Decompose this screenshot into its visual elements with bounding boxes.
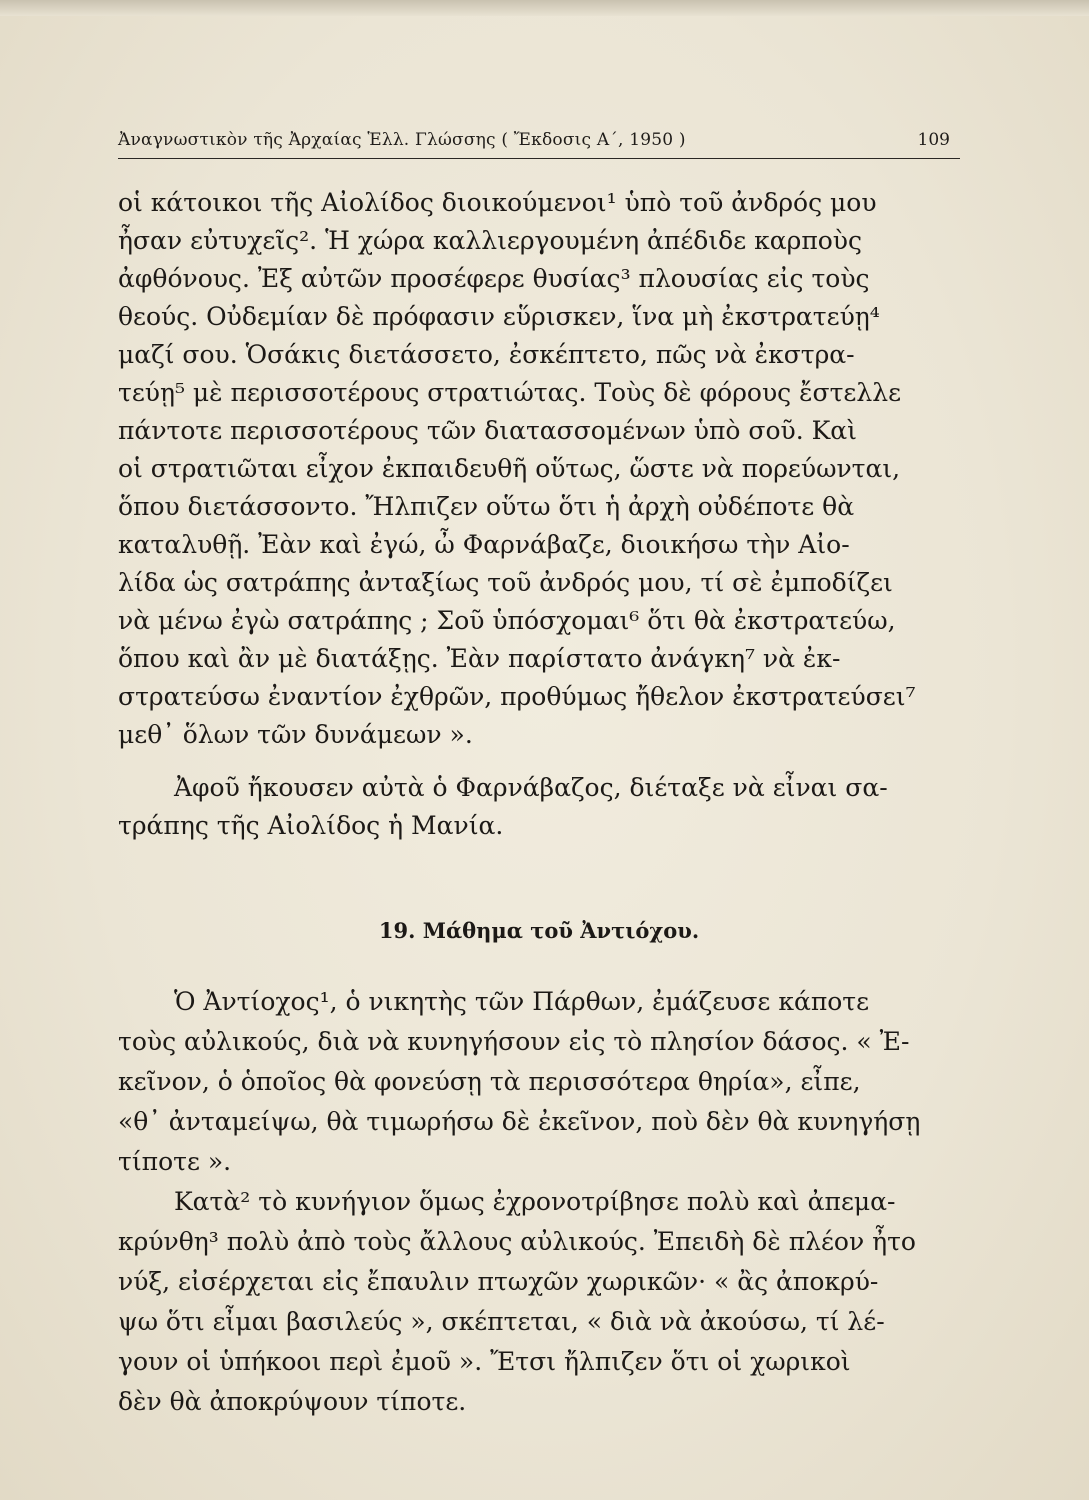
text-line: ὅπου καὶ ἂν μὲ διατάξῃς. Ἐὰν παρίστατο ἀνάγκη⁷ νὰ ἐκ-: [118, 644, 841, 673]
text-line: οἱ στρατιῶται εἶχον ἐκπαιδευθῆ οὕτως, ὥστε νὰ πορεύωνται,: [118, 454, 901, 483]
text-line: κρύνθη³ πολὺ ἀπὸ τοὺς ἄλλους αὐλικούς. Ἐπειδὴ δὲ πλέον ἦτο: [118, 1227, 916, 1256]
text-line: δὲν θὰ ἀποκρύψουν τίποτε.: [118, 1387, 467, 1416]
text-line: θεούς. Οὐδεμίαν δὲ πρόφασιν εὕρισκεν, ἵνα μὴ ἐκστρατεύῃ⁴: [118, 302, 880, 331]
lesson-heading: 19. Μάθημα τοῦ Ἀντιόχου.: [378, 918, 700, 943]
text-line: πάντοτε περισσοτέρους τῶν διατασσομένων ὑπὸ σοῦ. Καὶ: [118, 416, 857, 445]
page-top-edge: [0, 0, 1089, 16]
text-line: κεῖνον, ὁ ὁποῖος θὰ φονεύσῃ τὰ περισσότερα θηρία», εἶπε,: [118, 1067, 861, 1096]
text-line: Κατὰ² τὸ κυνήγιον ὅμως ἐχρονοτρίβησε πολὺ καὶ ἀπεμα-: [174, 1187, 896, 1216]
text-line: Ὁ Ἀντίοχος¹, ὁ νικητὴς τῶν Πάρθων, ἐμάζευσε κάποτε: [174, 987, 870, 1016]
text-line: λίδα ὡς σατράπης ἀνταξίως τοῦ ἀνδρός μου, τί σὲ ἐμποδίζει: [118, 568, 893, 597]
text-line: οἱ κάτοικοι τῆς Αἰολίδος διοικούμενοι¹ ὑπὸ τοῦ ἀνδρός μου: [118, 188, 877, 217]
text-line: τράπης τῆς Αἰολίδος ἡ Μανία.: [118, 811, 504, 840]
text-line: ψω ὅτι εἶμαι βασιλεύς », σκέπτεται, « διὰ νὰ ἀκούσω, τί λέ-: [118, 1307, 885, 1336]
text-line: ἀφθόνους. Ἐξ αὐτῶν προσέφερε θυσίας³ πλουσίας εἰς τοὺς: [118, 264, 870, 293]
text-line: ἦσαν εὐτυχεῖς². Ἡ χώρα καλλιεργουμένη ἀπέδιδε καρποὺς: [118, 226, 862, 255]
text-line: νὰ μένω ἐγὼ σατράπης ; Σοῦ ὑπόσχομαι⁶ ὅτι θὰ ἐκστρατεύω,: [118, 606, 896, 635]
text-line: Ἀφοῦ ἤκουσεν αὐτὰ ὁ Φαρνάβαζος, διέταξε νὰ εἶναι σα-: [174, 773, 888, 802]
text-line: «θ᾽ ἀνταμείψω, θὰ τιμωρήσω δὲ ἐκεῖνον, ποὺ δὲν θὰ κυνηγήσῃ: [118, 1107, 921, 1136]
text-line: τεύῃ⁵ μὲ περισσοτέρους στρατιώτας. Τοὺς δὲ φόρους ἔστελλε: [118, 378, 902, 407]
text-line: τοὺς αὐλικούς, διὰ νὰ κυνηγήσουν εἰς τὸ πλησίον δάσος. « Ἐ-: [118, 1027, 910, 1056]
text-line: μεθ᾽ ὅλων τῶν δυνάμεων ».: [118, 720, 473, 749]
text-line: καταλυθῇ. Ἐὰν καὶ ἐγώ, ὦ Φαρνάβαζε, διοικήσω τὴν Αἰο-: [118, 530, 850, 559]
running-header-title: Ἀναγνωστικὸν τῆς Ἀρχαίας Ἑλλ. Γλώσσης ( Ἔκδοσις Α΄, 1950 ): [118, 130, 686, 150]
running-header: [118, 128, 960, 159]
page-number: 109: [917, 130, 950, 150]
text-line: ὅπου διετάσσοντο. Ἤλπιζεν οὕτω ὅτι ἡ ἀρχὴ οὐδέποτε θὰ: [118, 492, 855, 521]
text-line: μαζί σου. Ὁσάκις διετάσσετο, ἐσκέπτετο, πῶς νὰ ἐκστρα-: [118, 340, 855, 369]
text-line: γουν οἱ ὑπήκοοι περὶ ἐμοῦ ». Ἔτσι ἤλπιζεν ὅτι οἱ χωρικοὶ: [118, 1347, 851, 1376]
text-line: τίποτε ».: [118, 1147, 232, 1176]
text-line: νύξ, εἰσέρχεται εἰς ἔπαυλιν πτωχῶν χωρικῶν· « ἂς ἀποκρύ-: [118, 1267, 879, 1296]
text-line: στρατεύσω ἐναντίον ἐχθρῶν, προθύμως ἤθελον ἐκστρατεύσει⁷: [118, 682, 916, 711]
